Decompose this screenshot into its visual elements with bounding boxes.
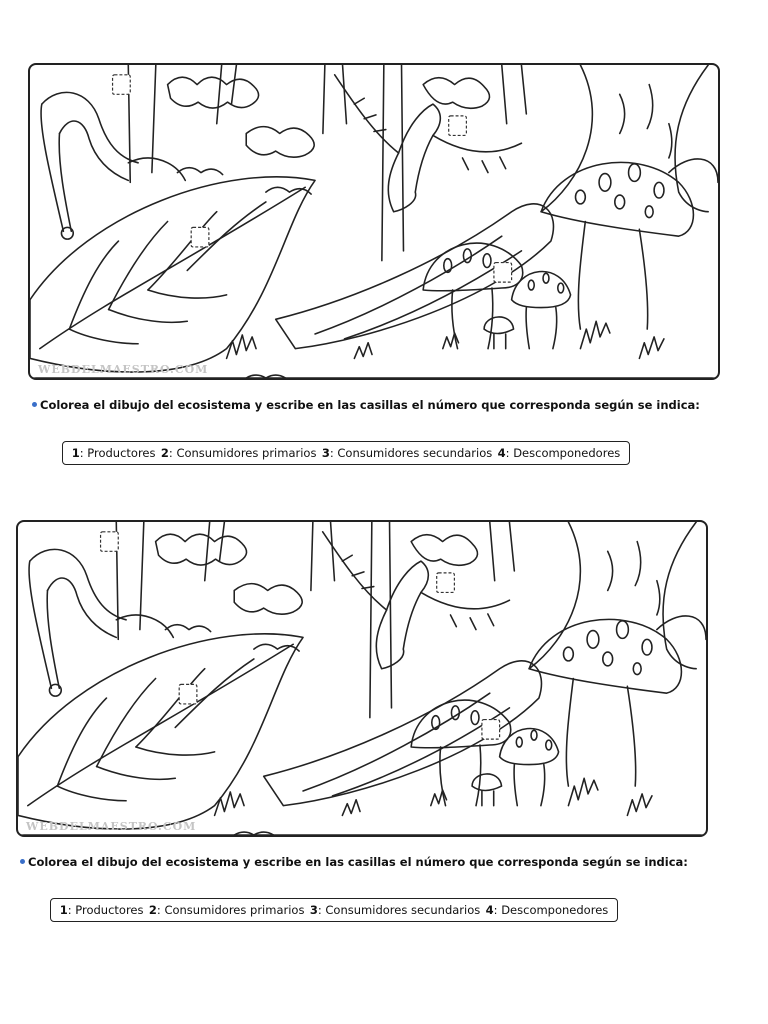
instruction-text: Colorea el dibujo del ecosistema y escribe en las casillas el número que corresponda según se indica: — [20, 855, 688, 869]
legend-item-productores: 1: Productores — [59, 903, 144, 917]
forest-scene — [30, 65, 718, 378]
legend-item-consumidores-primarios: 2: Consumidores primarios — [148, 903, 305, 917]
answer-box-bird[interactable] — [437, 573, 455, 593]
instruction-text: Colorea el dibujo del ecosistema y escribe en las casillas el número que corresponda según se indica: — [32, 398, 700, 412]
forest-scene — [18, 522, 706, 835]
bullet-icon — [32, 402, 37, 407]
answer-box-caterpillar[interactable] — [113, 75, 131, 95]
ecosystem-illustration — [16, 520, 708, 837]
legend-box — [50, 898, 618, 922]
legend-item-productores: 1: Productores — [71, 446, 156, 460]
answer-box-mushroom[interactable] — [494, 263, 512, 283]
answer-box-mushroom[interactable] — [482, 720, 500, 740]
answer-box-bird[interactable] — [449, 116, 467, 136]
watermark: WEBDELMAESTRO.COM — [26, 820, 197, 833]
legend-item-consumidores-secundarios: 3: Consumidores secundarios — [309, 903, 481, 917]
legend-item-descomponedores: 4: Descomponedores — [485, 903, 609, 917]
answer-box-leaf[interactable] — [179, 684, 197, 704]
ecosystem-illustration — [28, 63, 720, 380]
watermark: WEBDELMAESTRO.COM — [38, 363, 209, 376]
bullet-icon — [20, 859, 25, 864]
answer-box-leaf[interactable] — [191, 227, 209, 247]
legend-item-consumidores-primarios: 2: Consumidores primarios — [160, 446, 317, 460]
legend-box — [62, 441, 630, 465]
answer-box-caterpillar[interactable] — [101, 532, 119, 552]
legend-item-consumidores-secundarios: 3: Consumidores secundarios — [321, 446, 493, 460]
legend-item-descomponedores: 4: Descomponedores — [497, 446, 621, 460]
